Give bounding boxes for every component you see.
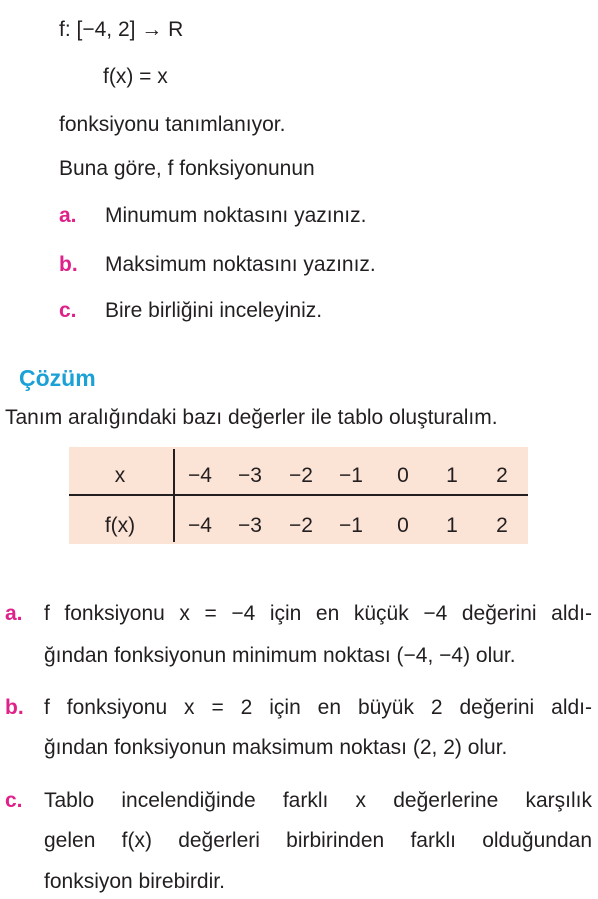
solution-title: Çözüm — [19, 365, 96, 391]
answer-text-b-line2: ğından fonksiyonun maksimum noktası (2, 2) olur. — [44, 736, 508, 759]
table-cell-fx: −1 — [339, 514, 363, 537]
answer-text-c-line3: fonksiyon birebirdir. — [44, 870, 225, 893]
answer-text-c-line1: Tablo incelendiğinde farklı x değerlerine karşılık — [44, 789, 592, 812]
function-rule: f(x) = x — [103, 65, 168, 88]
table-cell-fx: −3 — [238, 514, 262, 537]
question-text-c: Bire birliğini inceleyiniz. — [105, 299, 323, 322]
question-label-a: a. — [59, 204, 77, 227]
answer-text-c-line2: gelen f(x) değerleri birbirinden farklı olduğundan — [44, 829, 592, 852]
table-cell-x: −4 — [188, 464, 212, 487]
answer-label-c: c. — [5, 789, 23, 812]
table-cell-x: 1 — [446, 464, 458, 487]
table-cell-x: 0 — [397, 464, 409, 487]
problem-sentence: fonksiyonu tanımlanıyor. — [59, 113, 286, 136]
problem-prompt: Buna göre, f fonksiyonunun — [59, 157, 315, 180]
answer-text-a-line2: ğından fonksiyonun minimum noktası (−4, −4) olur. — [44, 644, 516, 667]
table-cell-fx: 2 — [496, 514, 508, 537]
answer-text-b-line1: f fonksiyonu x = 2 için en büyük 2 değerini aldı- — [44, 696, 592, 719]
table-cell-fx: −4 — [188, 514, 212, 537]
question-text-a: Minumum noktasını yazınız. — [105, 204, 367, 227]
answer-label-a: a. — [5, 602, 23, 625]
table-cell-fx: 0 — [397, 514, 409, 537]
table-cell-x: −2 — [289, 464, 313, 487]
solution-intro: Tanım aralığındaki bazı değerler ile tablo oluşturalım. — [5, 406, 498, 429]
table-header-fx: f(x) — [104, 514, 136, 537]
table-divider-vertical — [173, 449, 175, 542]
table-divider-horizontal — [69, 494, 528, 496]
function-definition: f: [−4, 2] → R — [59, 18, 184, 41]
answer-text-a-line1: f fonksiyonu x = −4 için en küçük −4 değerini aldı- — [44, 602, 592, 625]
table-cell-fx: 1 — [446, 514, 458, 537]
table-cell-fx: −2 — [289, 514, 313, 537]
question-text-b: Maksimum noktasını yazınız. — [105, 253, 376, 276]
table-cell-x: −3 — [238, 464, 262, 487]
table-header-x: x — [114, 464, 126, 487]
question-label-c: c. — [59, 299, 77, 322]
table-cell-x: −1 — [339, 464, 363, 487]
table-cell-x: 2 — [496, 464, 508, 487]
answer-label-b: b. — [5, 696, 24, 719]
question-label-b: b. — [59, 253, 78, 276]
